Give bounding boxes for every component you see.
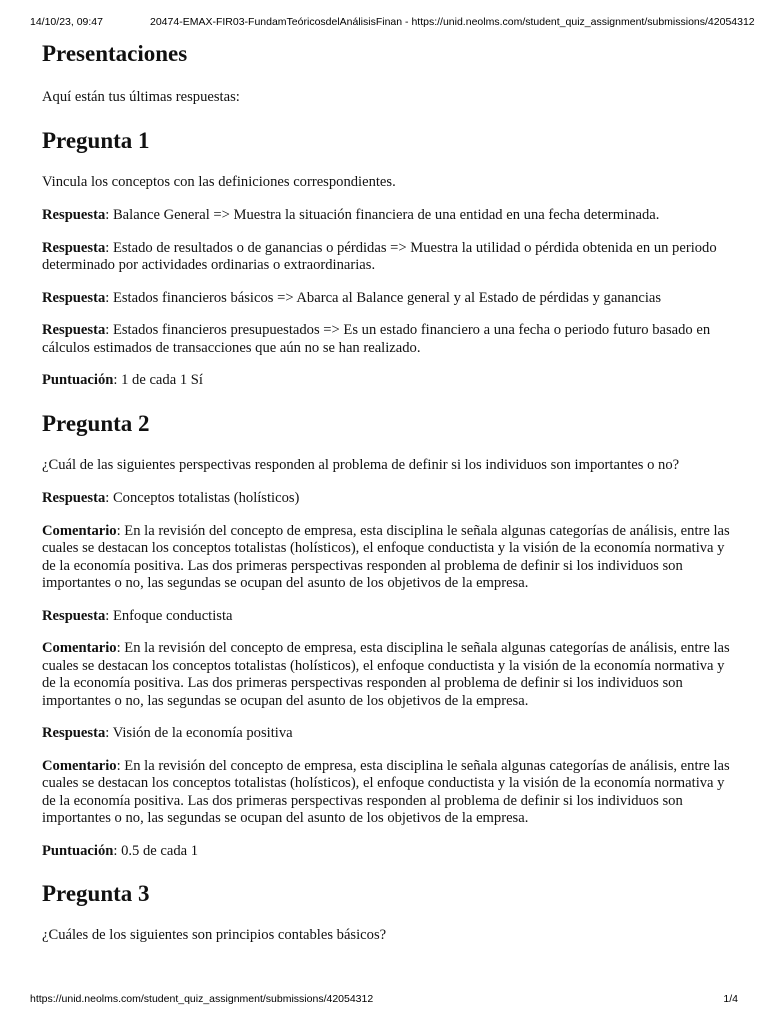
- q1-answer-4: [42, 322, 732, 357]
- answer-label: Respuesta: [42, 490, 106, 506]
- answer-text: Visión de la economía positiva: [112, 725, 293, 741]
- question-2-text: ¿Cuál de las siguientes perspectivas responden al problema de definir si los individuos son importantes o no?: [42, 456, 680, 473]
- separator: :: [105, 239, 113, 256]
- comment-text: En la revisión del concepto de empresa, esta disciplina le señala algunas categorías de análisis, entre las cuales se destacan los conceptos totalistas (holísticos), el enfoque conductista y la visión de la economía normativa y de la economía positiva. Las dos primeras perspectivas responden al problema de definir si los individuos son importantes o no, las segundas se ocupan del asunto de los objetivos de la empresa.: [42, 522, 730, 591]
- question-2-heading: Pregunta 2: [42, 410, 150, 436]
- separator: :: [113, 372, 122, 388]
- question-3-text: ¿Cuáles de los siguientes son principios contables básicos?: [42, 927, 387, 943]
- comment-label: Comentario: [42, 640, 117, 656]
- answer-label: Respuesta: [42, 725, 106, 741]
- score-label: Puntuación: [42, 372, 114, 388]
- score-label: Puntuación: [42, 842, 114, 859]
- separator: :: [113, 842, 122, 859]
- q2-comment-2: [42, 640, 732, 710]
- score-value: 0.5 de cada 1: [121, 842, 199, 859]
- q2-comment-3: [42, 758, 732, 828]
- separator: :: [116, 522, 125, 539]
- answer-label: Respuesta: [42, 239, 106, 256]
- print-page-title: 20474-EMAX-FIR03-FundamTeóricosdelAnálisisFinan - https://unid.neolms.com/student_quiz_assignment/submissions/42054312: [150, 16, 755, 28]
- separator: :: [105, 725, 113, 741]
- page-title: Presentaciones: [42, 41, 188, 66]
- question-1-text: Vincula los conceptos con las definiciones correspondientes.: [42, 173, 396, 190]
- comment-text: En la revisión del concepto de empresa, esta disciplina le señala algunas categorías de análisis, entre las cuales se destacan los conceptos totalistas (holísticos), el enfoque conductista y la visión de la economía normativa y de la economía positiva. Las dos primeras perspectivas responden al problema de definir si los individuos son importantes o no, las segundas se ocupan del asunto de los objetivos de la empresa.: [42, 640, 730, 709]
- answer-label: Respuesta: [42, 607, 106, 624]
- q1-answer-2: [42, 240, 732, 275]
- answer-text: Estados financieros presupuestados => Es un estado financiero a una fecha o periodo futuro basado en cálculos estimados de transacciones que aún no se han realizado.: [42, 322, 711, 356]
- comment-label: Comentario: [42, 757, 117, 774]
- print-timestamp: 14/10/23, 09:47: [30, 16, 103, 28]
- print-footer-url: https://unid.neolms.com/student_quiz_assignment/submissions/42054312: [30, 993, 374, 1005]
- separator: :: [116, 757, 125, 774]
- print-page-number: 1/4: [723, 993, 738, 1005]
- answer-text: Balance General => Muestra la situación financiera de una entidad en una fecha determinada.: [112, 207, 660, 223]
- q1-answer-3: [42, 290, 732, 308]
- answer-text: Conceptos totalistas (holísticos): [112, 490, 300, 506]
- answer-label: Respuesta: [42, 207, 106, 223]
- q2-answer-2: [42, 608, 732, 626]
- submission-content: [42, 40, 732, 945]
- separator: :: [105, 490, 113, 506]
- intro-text: Aquí están tus últimas respuestas:: [42, 89, 240, 105]
- q2-answer-1: [42, 490, 732, 508]
- comment-label: Comentario: [42, 522, 117, 539]
- answer-text: Estado de resultados o de ganancias o pérdidas => Muestra la utilidad o pérdida obtenida en un periodo determinado por actividades ordinarias o extraordinarias.: [42, 239, 717, 273]
- answer-text: Enfoque conductista: [112, 607, 233, 624]
- q1-answer-1: [42, 207, 732, 225]
- q2-score: [42, 843, 732, 861]
- answer-label: Respuesta: [42, 322, 106, 338]
- question-3-heading: Pregunta 3: [42, 881, 150, 906]
- q2-comment-1: [42, 523, 732, 593]
- print-footer: [30, 993, 738, 1007]
- comment-text: En la revisión del concepto de empresa, esta disciplina le señala algunas categorías de análisis, entre las cuales se destacan los conceptos totalistas (holísticos), el enfoque conductista y la visión de la economía normativa y de la economía positiva. Las dos primeras perspectivas responden al problema de definir si los individuos son importantes o no, las segundas se ocupan del asunto de los objetivos de la empresa.: [42, 757, 730, 826]
- print-header: [30, 16, 755, 30]
- question-1-heading: Pregunta 1: [42, 127, 150, 153]
- q1-score: [42, 372, 732, 390]
- separator: :: [105, 322, 113, 338]
- score-value: 1 de cada 1 Sí: [121, 372, 203, 388]
- separator: :: [116, 640, 125, 656]
- answer-text: Estados financieros básicos => Abarca al Balance general y al Estado de pérdidas y ganancias: [112, 289, 662, 306]
- separator: :: [105, 289, 113, 306]
- q2-answer-3: [42, 725, 732, 743]
- answer-label: Respuesta: [42, 289, 106, 306]
- separator: :: [105, 207, 113, 223]
- separator: :: [105, 607, 113, 624]
